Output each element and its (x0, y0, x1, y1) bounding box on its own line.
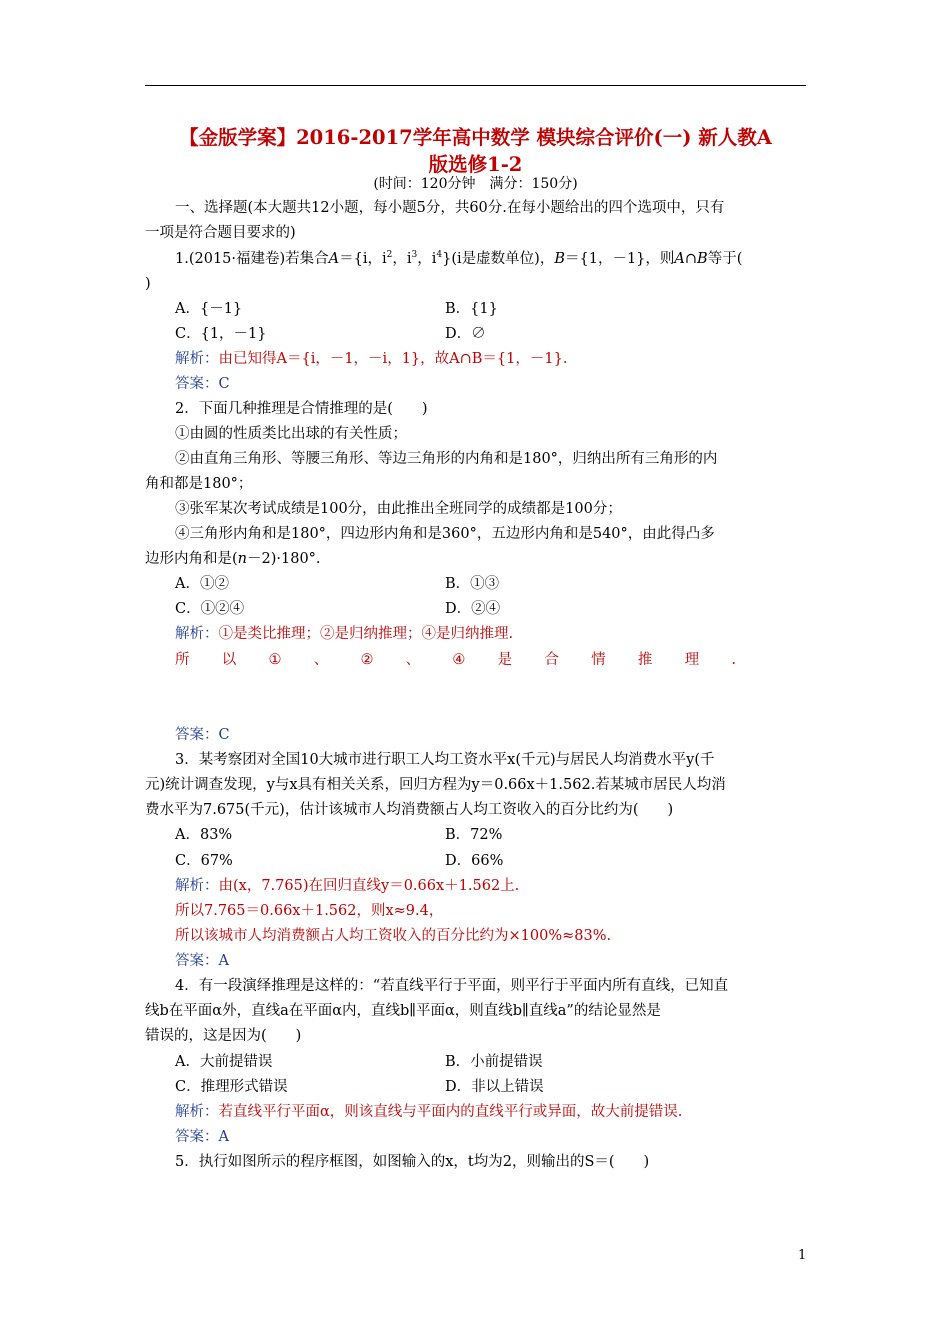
q1-var: A (674, 251, 685, 267)
explanation-text: 若直线平行平面α，则该直线与平面内的直线平行或异面，故大前提错误. (218, 1104, 683, 1120)
option-a: A．大前提错误 (175, 1054, 273, 1070)
question-2-conclusion (145, 650, 806, 670)
section-heading-cont: 一项是符合题目要求的) (145, 225, 296, 241)
conclusion-char: 以 (221, 652, 237, 668)
question-2-statement-2-cont: 角和都是180°； (145, 476, 253, 492)
conclusion-char: ② (360, 652, 374, 668)
q1-var: B (554, 251, 565, 267)
question-4-options-row-1 (145, 1052, 806, 1072)
question-2-options-row-2 (145, 599, 806, 619)
question-4-explanation (145, 1102, 806, 1122)
question-3-options-row-2 (145, 851, 806, 871)
explanation-text: 由已知得A＝{i，－1，－i，1}，故A∩B＝{1，－1}. (218, 351, 568, 367)
q1-text: ，i (392, 251, 412, 267)
conclusion-char: 是 (497, 652, 513, 668)
option-a: A．{－1} (175, 301, 243, 317)
explanation-label: 解析： (175, 878, 219, 894)
page-title (145, 124, 806, 178)
explanation-text: 由(x，7.765)在回归直线y＝0.66x＋1.562上. (218, 878, 520, 894)
question-2-statement-4: ④三角形内角和是180°，四边形内角和是360°，五边形内角和是540°，由此得凸多 (175, 526, 715, 542)
question-2-explanation (145, 624, 806, 644)
title-line-2: 版选修1-2 (428, 153, 523, 176)
question-1-stem-cont: ) (145, 276, 151, 292)
option-c: C．67% (175, 853, 233, 869)
conclusion-char: 理 (684, 652, 700, 668)
question-2-stem: 2．下面几种推理是合情推理的是( ) (175, 401, 428, 417)
conclusion-char: 、 (405, 652, 421, 668)
question-3-explanation (145, 876, 806, 896)
conclusion-char: ④ (452, 652, 466, 668)
question-2-statement-1: ①由圆的性质类比出球的有关性质； (175, 426, 407, 442)
conclusion-char: 情 (591, 652, 606, 668)
answer-text: 答案：C (175, 727, 230, 743)
option-b: B．小前提错误 (445, 1054, 543, 1070)
option-c: C．①②④ (175, 601, 245, 617)
option-a: A．83% (175, 827, 233, 843)
q1-text: 等于( (707, 251, 743, 267)
q1-text: ＝{i，i (339, 251, 387, 267)
conclusion-char: 合 (544, 652, 559, 668)
q1-exponent: 3 (411, 250, 418, 261)
q1-text: ∩ (684, 251, 698, 267)
question-1-stem (145, 249, 806, 269)
question-3-stem: 3．某考察团对全国10大城市进行职工人均工资水平x(千元)与居民人均消费水平y(千 (175, 752, 715, 768)
q1-var: A (328, 251, 340, 267)
option-b: B．{1} (445, 301, 498, 317)
conclusion-char: 、 (313, 652, 329, 668)
title-line-1: 【金版学案】2016-2017学年高中数学 模块综合评价(一) 新人教A (179, 126, 772, 149)
question-3-answer (145, 951, 806, 971)
conclusion-char: . (731, 652, 736, 668)
explanation-label: 解析： (175, 1104, 219, 1120)
option-a: A．①② (175, 576, 229, 592)
question-3-stem-cont-2: 费水平为7.675(千元)，估计该城市人均消费额占人均工资收入的百分比约为( ) (145, 802, 674, 818)
explanation-text: ①是类比推理；②是归纳推理；④是归纳推理. (218, 626, 514, 642)
question-3-stem-cont-1: 元)统计调查发现，y与x具有相关关系，回归方程为y＝0.66x＋1.562.若某城市居民人均消 (145, 777, 726, 793)
conclusion-char: 推 (637, 652, 653, 668)
question-4-stem-cont-2: 错误的，这是因为( ) (145, 1028, 302, 1044)
question-2-options-row-1 (145, 574, 806, 594)
page-number: 1 (798, 1248, 807, 1263)
question-4-options-row-2 (145, 1077, 806, 1097)
explanation-label: 解析： (175, 351, 219, 367)
q1-text: ，i (417, 251, 437, 267)
question-4-answer (145, 1127, 806, 1147)
statement-text: －2)·180°. (247, 551, 321, 567)
question-1-options-row-2 (145, 324, 806, 344)
option-c: C．{1，－1} (175, 326, 267, 342)
answer-text: 答案：A (175, 953, 229, 969)
question-1-explanation (145, 349, 806, 369)
answer-text: 答案：C (175, 376, 230, 392)
question-2-statement-4-cont (145, 549, 806, 569)
conclusion-char: 所 (175, 652, 190, 668)
question-2-statement-3: ③张军某次考试成绩是100分，由此推出全班同学的成绩都是100分； (175, 501, 622, 517)
q1-exponent: 4 (436, 250, 443, 261)
question-3-options-row-1 (145, 825, 806, 845)
statement-var: n (237, 551, 248, 567)
q1-exponent: 2 (386, 250, 393, 261)
header-rule (145, 85, 806, 86)
question-1-options-row-1 (145, 299, 806, 319)
q1-text: ＝{1，－1}，则 (565, 251, 675, 267)
statement-text: 边形内角和是( (145, 551, 238, 567)
option-b: B．72% (445, 827, 503, 843)
option-d: D．∅ (445, 326, 486, 342)
explanation-label: 解析： (175, 626, 219, 642)
question-4-stem-cont-1: 线b在平面α外，直线a在平面α内，直线b∥平面α，则直线b∥直线a”的结论显然是 (145, 1003, 661, 1019)
answer-text: 答案：A (175, 1129, 229, 1145)
question-1-answer (145, 374, 806, 394)
option-d: D．非以上错误 (445, 1079, 544, 1095)
option-c: C．推理形式错误 (175, 1079, 288, 1095)
option-d: D．②④ (445, 601, 501, 617)
question-3-explanation-3: 所以该城市人均消费额占人均工资收入的百分比约为×100%≈83%. (175, 928, 612, 944)
q1-text: }(i是虚数单位)， (442, 251, 555, 267)
question-5-stem: 5．执行如图所示的程序框图，如图输入的x，t均为2，则输出的S＝( ) (175, 1154, 650, 1170)
conclusion-char: ① (268, 652, 282, 668)
question-4-stem: 4．有一段演绎推理是这样的：“若直线平行于平面，则平行于平面内所有直线，已知直 (175, 978, 729, 994)
question-2-statement-2: ②由直角三角形、等腰三角形、等边三角形的内角和是180°，归纳出所有三角形的内 (175, 451, 718, 467)
exam-info: (时间：120分钟 满分：150分) (373, 176, 578, 192)
option-b: B．①③ (445, 576, 500, 592)
option-d: D．66% (445, 853, 504, 869)
q1-var: B (697, 251, 708, 267)
question-3-explanation-2: 所以7.765＝0.66x＋1.562，则x≈9.4， (175, 903, 444, 919)
section-heading: 一、选择题(本大题共12小题，每小题5分，共60分.在每小题给出的四个选项中，只有 (175, 200, 725, 216)
question-2-answer (145, 725, 806, 745)
q1-text: 1.(2015·福建卷)若集合 (175, 251, 329, 267)
